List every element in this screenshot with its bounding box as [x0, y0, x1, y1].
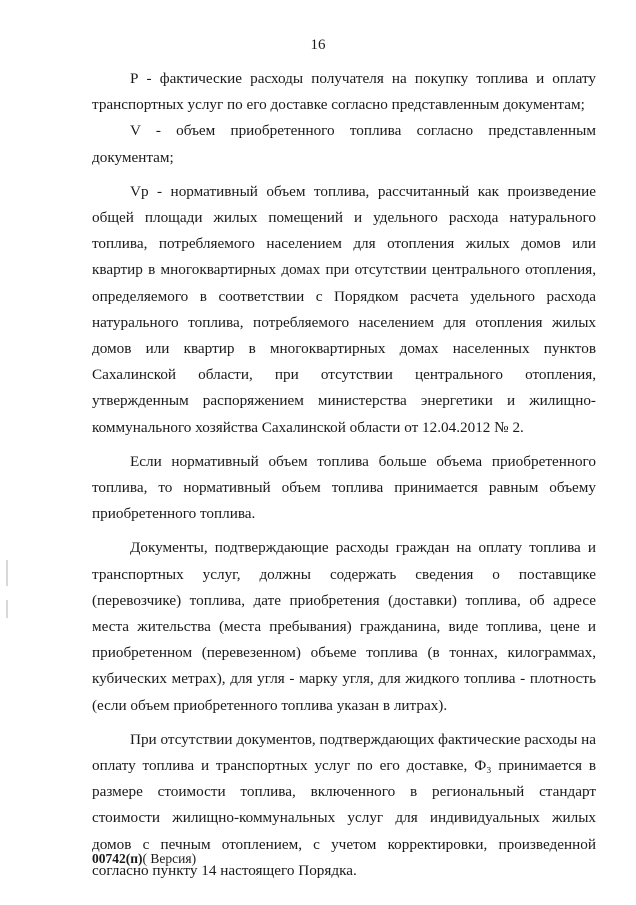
paragraph-v-definition: V - объем приобретенного топлива согласно представленным документам; — [92, 122, 596, 166]
paragraph-vr-definition: Vр - нормативный объем топлива, рассчитанный как произведение общей площади жилых помещений и удельного расхода натурального топлива, потребляемого населением для отопления жилых домов или квартир в многоквартирных домах при отсутствии центрального отопления, определяемого в соответствии с Порядком расчета удельного расхода натурального топлива, потребляемого населением для отопления жилых домов или квартир в многоквартирных домах населенных пунктов Сахалинской области, при отсутствии центрального отопления, утвержденным распоряжением министерства энергетики и жилищно-коммунального хозяйства Сахалинской области от 12.04.2012 № 2. — [92, 182, 596, 436]
document-code: 00742(п) — [92, 851, 143, 866]
paragraph-no-documents-rule: При отсутствии документов, подтверждающих фактические расходы на оплату топлива и транспортных услуг по его доставке, Ф₃ принимается в размере стоимости топлива, включенного в региональный стандарт стоимости жилищно-коммунальных услуг для индивидуальных жилых домов с печным отоплением, с учетом корректировки, произведенной согласно пункту 14 настоящего Порядка. — [92, 730, 596, 879]
scan-margin-mark — [6, 560, 8, 586]
page-number: 16 — [310, 37, 326, 53]
scan-margin-mark — [6, 600, 8, 618]
document-version: ( Версия) — [142, 851, 197, 866]
document-body — [92, 66, 596, 884]
document-footer — [92, 851, 196, 867]
paragraph-documents-requirements: Документы, подтверждающие расходы граждан на оплату топлива и транспортных услуг, должны содержать сведения о поставщике (перевозчике) топлива, дате приобретения (доставки) топлива, об адресе места жительства (места пребывания) гражданина, виде топлива, цене и приобретенном (перевезенном) объеме топлива (в тоннах, килограммах, кубических метрах), для угля - марку угля, для жидкого топлива - плотность (если объем приобретенного топлива указан в литрах). — [92, 539, 596, 714]
paragraph-normative-volume-rule: Если нормативный объем топлива больше объема приобретенного топлива, то нормативный объем топлива принимается равным объему приобретенного топлива. — [92, 452, 596, 523]
paragraph-p-definition: Р - фактические расходы получателя на покупку топлива и оплату транспортных услуг по его доставке согласно представленным документам; — [92, 70, 596, 114]
